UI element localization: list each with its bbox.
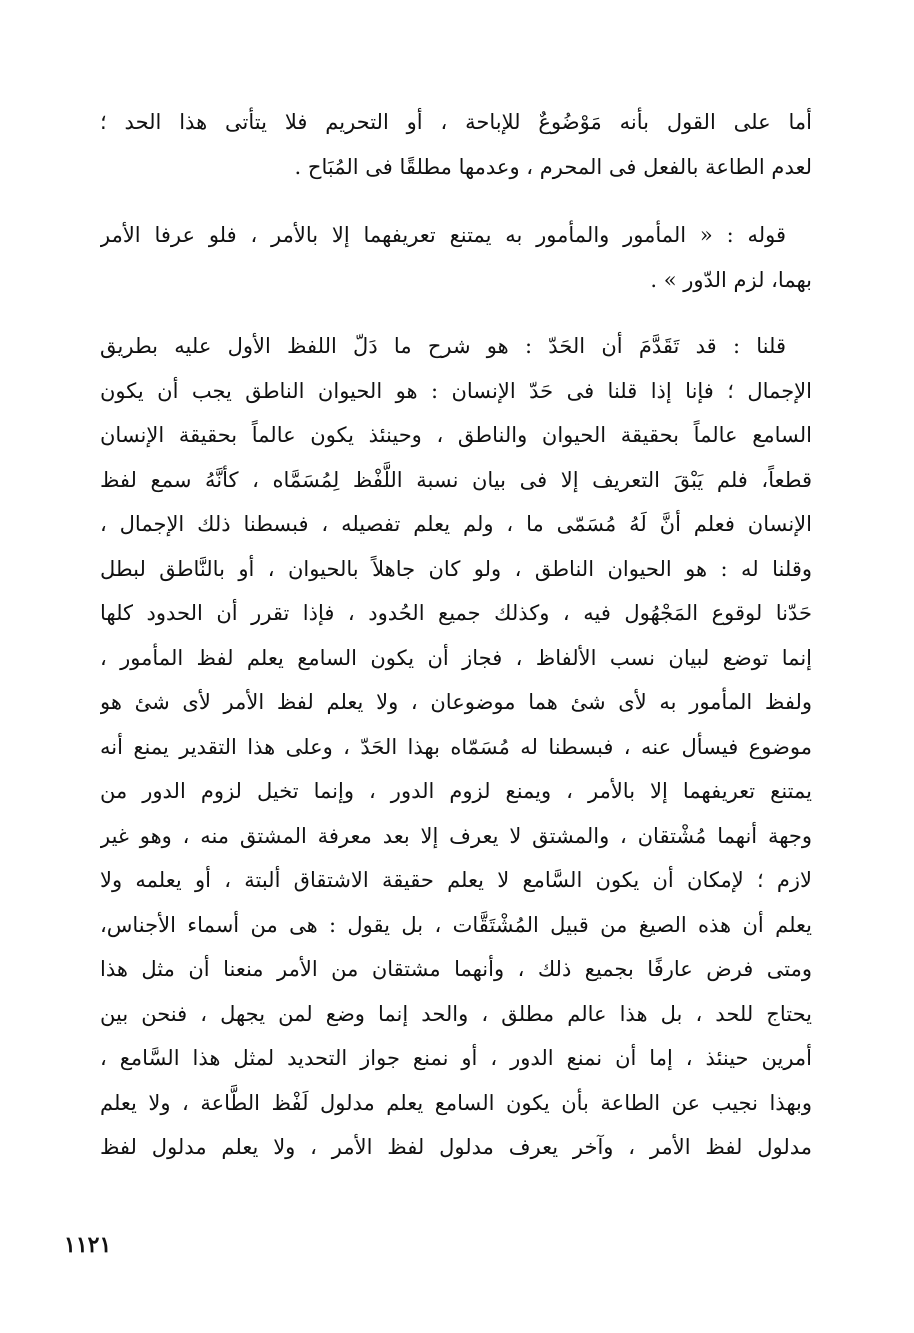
text-line: الإجمال ؛ فإنا إذا قلنا فى حَدّ الإنسان : هو الحيوان الناطق يجب أن يكون [100, 378, 812, 403]
text-line: لازم ؛ لإمكان أن يكون السَّامع لا يعلم حقيقة الاشتقاق ألبتة ، أو يعلمه ولا [100, 868, 812, 892]
text-line: السامع عالماً بحقيقة الحيوان والناطق ، وحينئذ يكون عالماً بحقيقة الإنسان [100, 423, 812, 447]
text-line: أمرين حينئذ ، إما أن نمنع الدور ، أو نمنع جواز التحديد لمثل هذا السَّامع ، [100, 1046, 812, 1070]
text-line: حَدّنا لوقوع المَجْهُول فيه ، وكذلك جميع الحُدود ، فإذا تقرر أن الحدود كلها [100, 601, 812, 625]
text-line: ومتى فرض عارفًا بجميع ذلك ، وأنهما مشتقان من الأمر منعنا أن مثل هذا [100, 957, 812, 981]
text-line: قلنا : قد تَقَدَّمَ أن الحَدّ : هو شرح ما دَلّ اللفظ الأول عليه بطريق [100, 334, 786, 358]
text-line: أما على القول بأنه مَوْضُوعٌ للإباحة ، أو التحريم فلا يتأتى هذا الحد ؛ [100, 110, 812, 134]
text-line: وبهذا نجيب عن الطاعة بأن يكون السامع يعلم مدلول لَفْظ الطَّاعة ، ولا يعلم [100, 1090, 812, 1115]
text-line: يمتنع تعريفهما إلا بالأمر ، ويمنع لزوم الدور ، وإنما تخيل لزوم الدور من [100, 779, 812, 803]
text-line: يعلم أن هذه الصيغ من قبيل المُشْتَقَّات ، بل يقول : هى من أسماء الأجناس، [100, 912, 812, 937]
paragraph-2 [100, 213, 812, 302]
text-line: قوله : « المأمور والمأمور به يمتنع تعريفهما إلا بالأمر ، فلو عرفا الأمر [100, 223, 786, 247]
text-line: مدلول لفظ الأمر ، وآخر يعرف مدلول لفظ الأمر ، ولا يعلم مدلول لفظ [100, 1135, 812, 1159]
text-line: لعدم الطاعة بالفعل فى المحرم ، وعدمها مطلقًا فى المُبَاح . [294, 154, 812, 179]
text-line: وقلنا له : هو الحيوان الناطق ، ولو كان جاهلاً بالحيوان ، أو بالنَّاطق لبطل [100, 556, 812, 581]
text-line: قطعاً، فلم يَبْقَ التعريف إلا فى بيان نسبة اللَّفْظ لِمُسَمَّاه ، كأنَّهُ سمع لفظ [100, 467, 812, 492]
text-line: وجهة أنهما مُشْتقان ، والمشتق لا يعرف إلا بعد معرفة المشتق منه ، وهو غير [100, 823, 812, 848]
text-line: يحتاج للحد ، بل هذا عالم مطلق ، والحد إنما وضع لمن يجهل ، فنحن بين [100, 1001, 812, 1026]
paragraph-3 [100, 324, 812, 1170]
page-number: ١١٢١ [64, 1232, 112, 1258]
paragraph-1 [100, 100, 812, 189]
text-line: إنما توضع لبيان نسب الألفاظ ، فجاز أن يكون السامع يعلم لفظ المأمور ، [100, 645, 812, 670]
text-line: ولفظ المأمور به لأى شئ هما موضوعان ، ولا يعلم لفظ الأمر لأى شئ هو [100, 690, 812, 714]
text-line: موضوع فيسأل عنه ، فبسطنا له مُسَمّاه بهذا الحَدّ ، وعلى هذا التقدير يمنع أنه [100, 734, 812, 759]
text-line: الإنسان فعلم أنَّ لَهُ مُسَمّى ما ، ولم يعلم تفصيله ، فبسطنا ذلك الإجمال ، [100, 512, 812, 536]
text-line: بهما، لزم الدّور » . [650, 267, 812, 292]
